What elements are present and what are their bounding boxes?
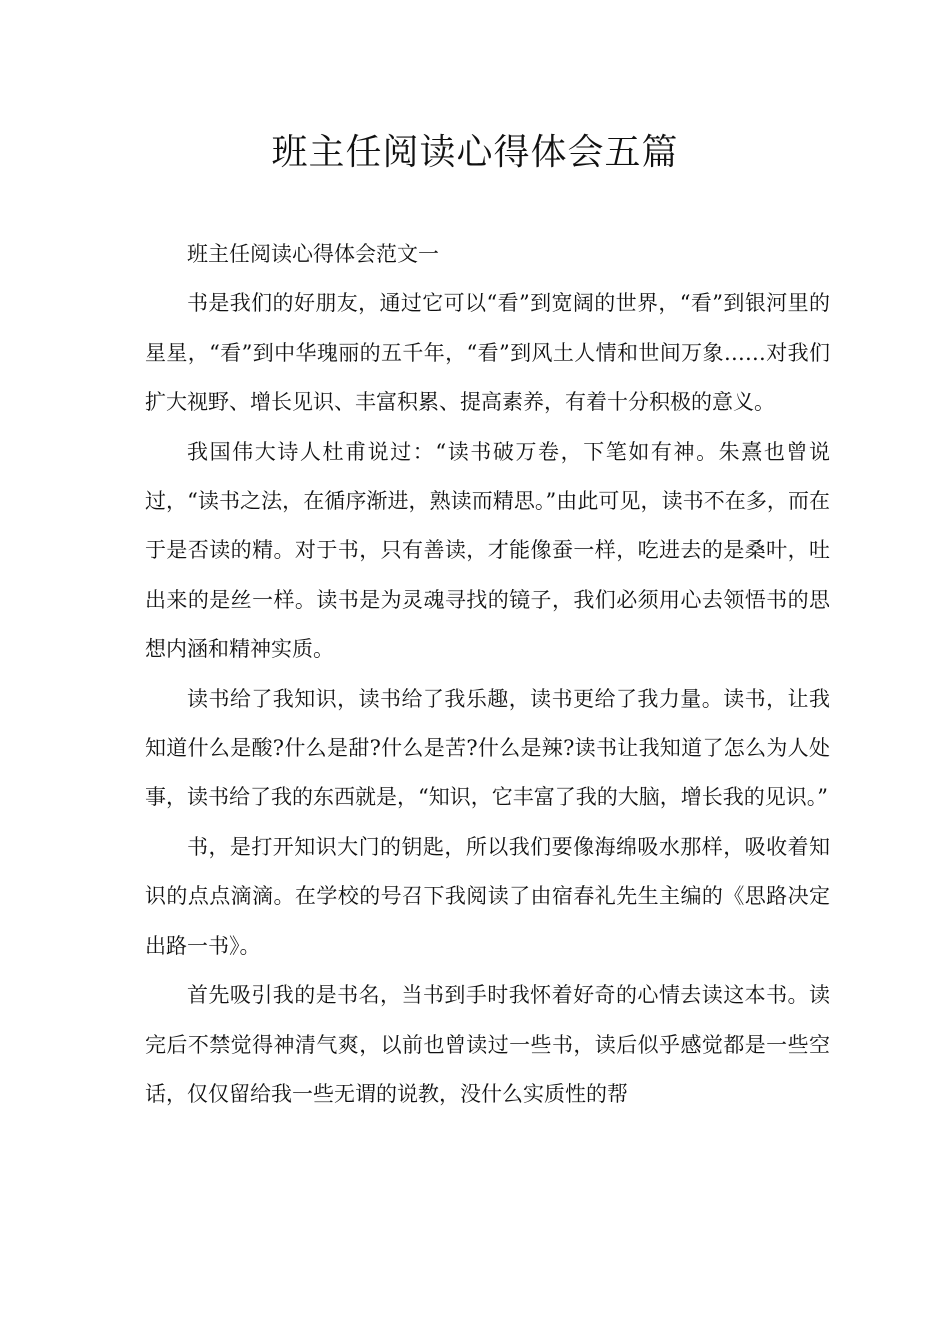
paragraph: 首先吸引我的是书名，当书到手时我怀着好奇的心情去读这本书。读完后不禁觉得神清气爽，以前也曾读过一些书，读后似乎感觉都是一些空话，仅仅留给我一些无谓的说教，没什么实质性的帮 [145, 983, 830, 1106]
paragraph: 书，是打开知识大门的钥匙，所以我们要像海绵吸水那样，吸收着知识的点点滴滴。在学校的号召下我阅读了由宿春礼先生主编的《思路决定出路一书》。 [145, 834, 830, 958]
paragraph: 读书给了我知识，读书给了我乐趣，读书更给了我力量。读书，让我知道什么是酸?什么是甜?什么是苦?什么是辣?读书让我知道了怎么为人处事，读书给了我的东西就是，“知识，它丰富了我的大脑，增长我的见识。” [145, 686, 830, 810]
paragraph: 书是我们的好朋友，通过它可以“看”到宽阔的世界，“看”到银河里的星星，“看”到中华瑰丽的五千年，“看”到风土人情和世间万象……对我们扩大视野、增长见识、丰富积累、提高素养，有着十分积极的意义。 [145, 291, 830, 415]
document-body [145, 230, 830, 1119]
section-heading: 班主任阅读心得体会范文一 [187, 242, 439, 266]
paragraph: 我国伟大诗人杜甫说过：“读书破万卷，下笔如有神。朱熹也曾说过，“读书之法，在循序渐进，熟读而精思。”由此可见，读书不在多，而在于是否读的精。对于书，只有善读，才能像蚕一样，吃进去的是桑叶，吐出来的是丝一样。读书是为灵魂寻找的镜子，我们必须用心去领悟书的思想内涵和精神实质。 [145, 439, 830, 662]
document-title: 班主任阅读心得体会五篇 [271, 132, 679, 173]
